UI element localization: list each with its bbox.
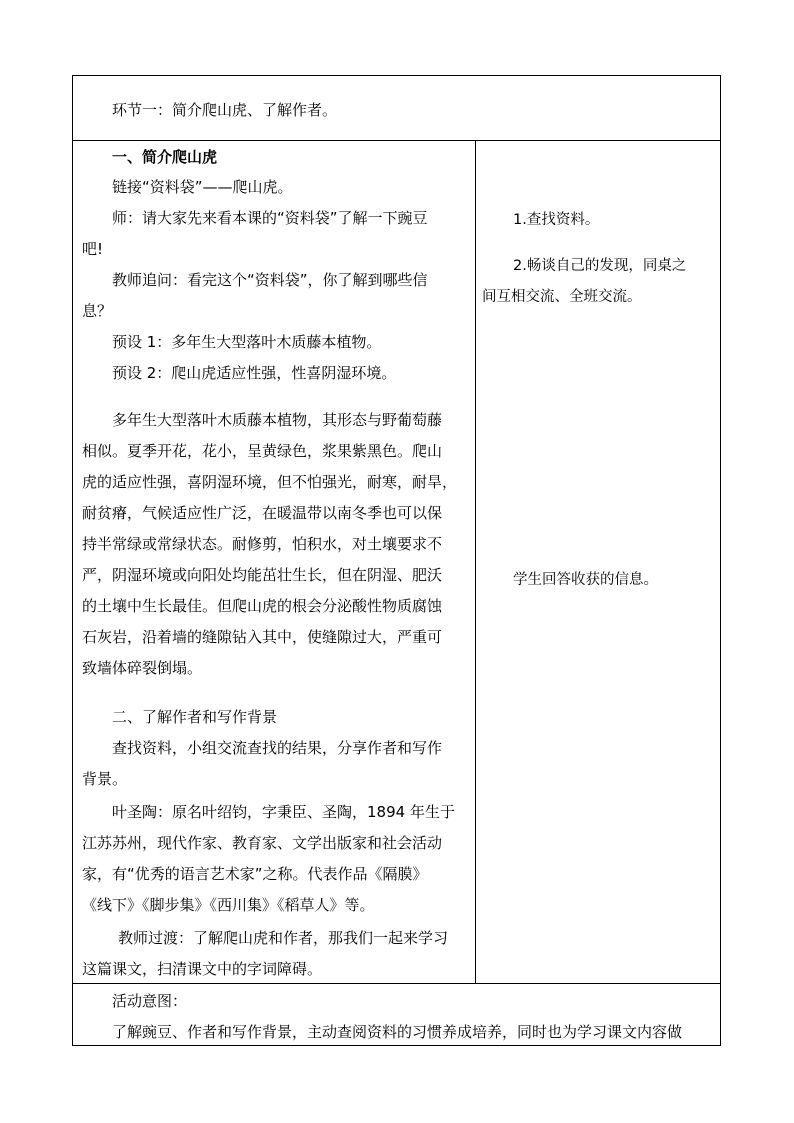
student-response: 学生回答收获的信息。 bbox=[513, 572, 658, 588]
plant-description: 虎的适应性强，喜阴湿环境，但不怕强光，耐寒，耐旱， bbox=[82, 473, 458, 491]
research-task: 查找资料，小组交流查找的结果，分享作者和写作 bbox=[112, 739, 443, 757]
section-title: 环节一：简介爬山虎、了解作者。 bbox=[112, 101, 338, 119]
intent-text: 了解豌豆、作者和写作背景，主动查阅资料的习惯养成培养，同时也为学习课文内容做 bbox=[112, 1023, 683, 1041]
author-bio: 家，有“优秀的语言艺术家”之称。代表作品《隔膜》 bbox=[82, 865, 428, 883]
row-divider bbox=[72, 140, 721, 141]
column-divider bbox=[475, 140, 476, 983]
plant-description: 致墙体碎裂倒塌。 bbox=[82, 659, 203, 677]
preset-answer: 预设 1：多年生大型落叶木质藤本植物。 bbox=[112, 333, 382, 351]
author-bio: 《线下》《脚步集》《西川集》《稻草人》等。 bbox=[82, 896, 375, 914]
plant-description: 持半常绿或常绿状态。耐修剪，怕积水，对土壤要求不 bbox=[82, 535, 443, 553]
teacher-transition: 教师过渡：了解爬山虎和作者，那我们一起来学习 bbox=[118, 929, 449, 947]
teacher-prompt: 吧! bbox=[82, 240, 104, 258]
teacher-question: 教师追问：看完这个“资料袋”，你了解到哪些信 bbox=[112, 271, 428, 289]
plant-description: 石灰岩，沿着墙的缝隙钻入其中，使缝隙过大，严重可 bbox=[82, 628, 443, 646]
plant-description: 的土壤中生长最佳。但爬山虎的根会分泌酸性物质腐蚀 bbox=[82, 597, 443, 615]
plant-description: 相似。夏季开花，花小，呈黄绿色，浆果紫黑色。爬山 bbox=[82, 442, 443, 460]
intent-label: 活动意图： bbox=[112, 992, 188, 1010]
plant-description: 多年生大型落叶木质藤本植物，其形态与野葡萄藤 bbox=[112, 411, 443, 429]
student-activity: 1.查找资料。 bbox=[513, 212, 600, 228]
resource-link: 链接“资料袋”——爬山虎。 bbox=[112, 178, 293, 196]
teacher-transition: 这篇课文，扫清课文中的字词障碍。 bbox=[82, 960, 323, 978]
plant-description: 耐贫瘠，气候适应性广泛，在暖温带以南冬季也可以保 bbox=[82, 504, 443, 522]
section-heading: 一、简介爬山虎 bbox=[112, 148, 218, 166]
author-bio: 江苏苏州，现代作家、教育家、文学出版家和社会活动 bbox=[82, 834, 443, 852]
research-task: 背景。 bbox=[82, 770, 128, 788]
author-bio: 叶圣陶：原名叶绍钧，字秉臣、圣陶，1894 年生于 bbox=[112, 803, 455, 821]
plant-description: 严，阴湿环境或向阳处均能茁壮生长，但在阴湿、肥沃 bbox=[82, 566, 443, 584]
teacher-question: 息？ bbox=[82, 302, 113, 320]
teacher-prompt: 师：请大家先来看本课的“资料袋”了解一下豌豆 bbox=[112, 209, 428, 227]
section-heading: 二、了解作者和写作背景 bbox=[112, 708, 278, 726]
student-activity: 2.畅谈自己的发现，同桌之 bbox=[513, 258, 687, 274]
preset-answer: 预设 2：爬山虎适应性强，性喜阴湿环境。 bbox=[112, 364, 397, 382]
student-activity: 间互相交流、全班交流。 bbox=[482, 289, 642, 305]
